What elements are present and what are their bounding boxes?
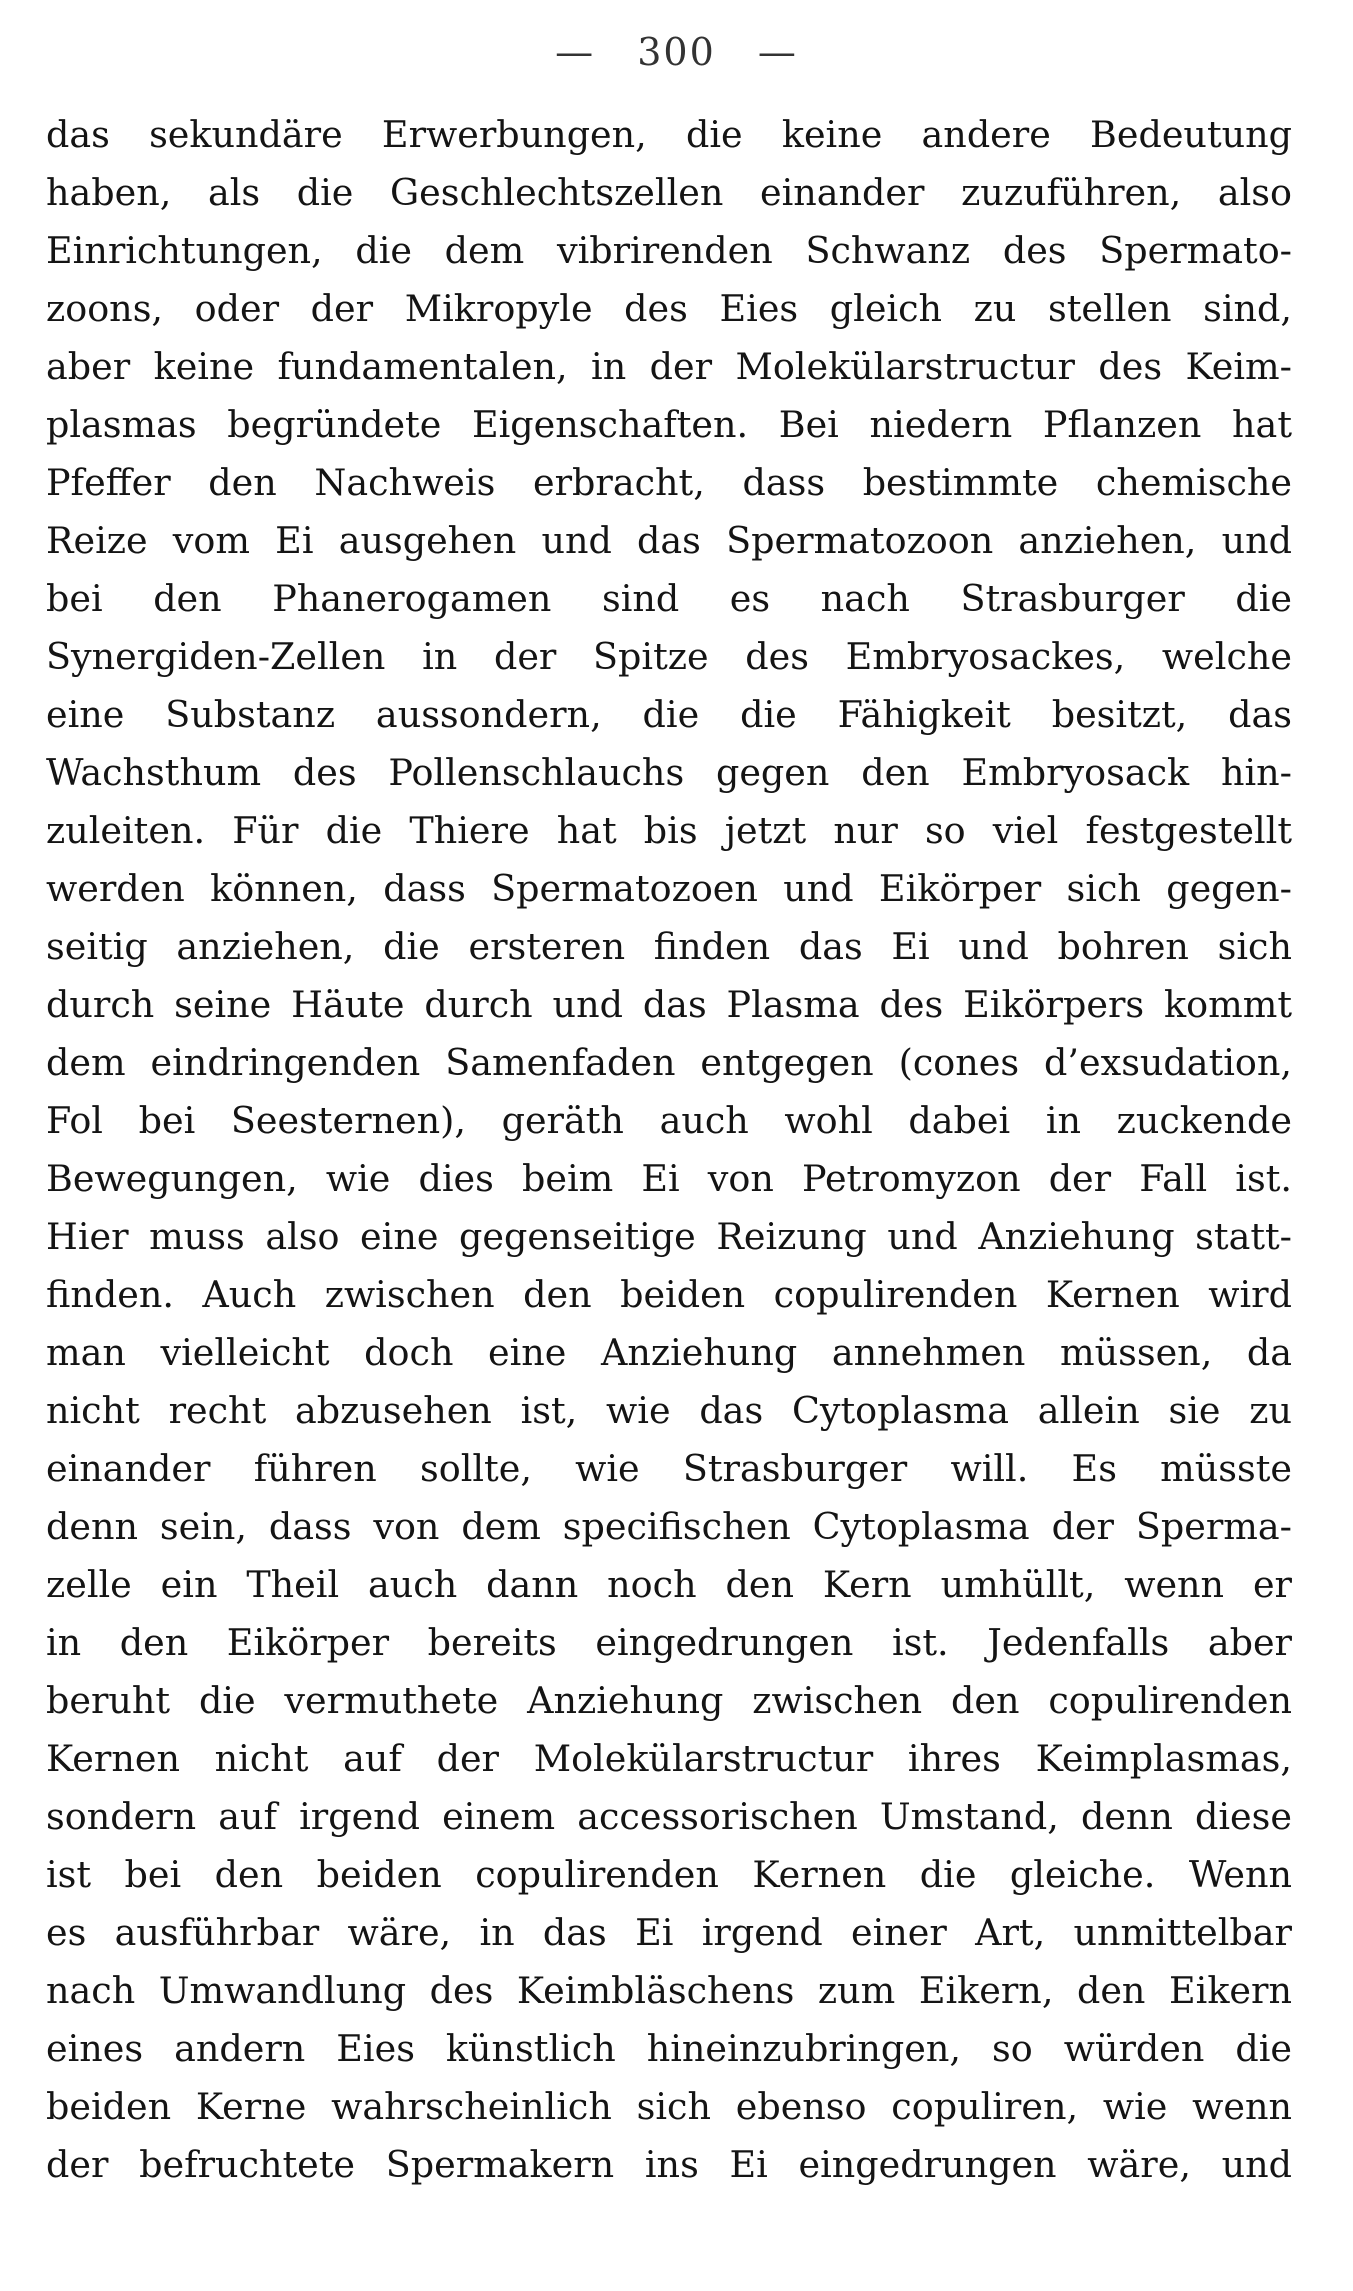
text-line: Synergiden-Zellen in der Spitze des Embryosackes, welche: [46, 635, 1292, 678]
text-line: ist bei den beiden copulirenden Kernen die gleiche. Wenn: [46, 1853, 1292, 1896]
text-line: zelle ein Theil auch dann noch den Kern umhüllt, wenn er: [46, 1563, 1292, 1606]
text-line: denn sein, dass von dem specifischen Cytoplasma der Sperma-: [46, 1505, 1292, 1548]
page-number-header: [0, 30, 1353, 74]
text-line: einander führen sollte, wie Strasburger will. Es müsste: [46, 1447, 1292, 1490]
text-line: Pfeffer den Nachweis erbracht, dass bestimmte chemische: [46, 461, 1292, 504]
body-text: [46, 106, 1292, 2194]
text-line: plasmas begründete Eigenschaften. Bei niedern Pflanzen hat: [46, 403, 1292, 446]
text-line: beruht die vermuthete Anziehung zwischen den copulirenden: [46, 1679, 1292, 1722]
text-line: Hier muss also eine gegenseitige Reizung und Anziehung statt-: [46, 1215, 1292, 1258]
text-line: eine Substanz aussondern, die die Fähigkeit besitzt, das: [46, 693, 1292, 736]
text-line: dem eindringenden Samenfaden entgegen (cones d’exsudation,: [46, 1041, 1292, 1084]
text-line: zuleiten. Für die Thiere hat bis jetzt nur so viel festgestellt: [46, 809, 1292, 852]
text-line: Fol bei Seesternen), geräth auch wohl dabei in zuckende: [46, 1099, 1292, 1142]
text-line: durch seine Häute durch und das Plasma des Eikörpers kommt: [46, 983, 1292, 1026]
text-line: nach Umwandlung des Keimbläschens zum Eikern, den Eikern: [46, 1969, 1292, 2012]
text-line: eines andern Eies künstlich hineinzubringen, so würden die: [46, 2027, 1292, 2070]
text-line: man vielleicht doch eine Anziehung annehmen müssen, da: [46, 1331, 1292, 1374]
text-line: Wachsthum des Pollenschlauchs gegen den Embryosack hin-: [46, 751, 1292, 794]
text-line: aber keine fundamentalen, in der Molekülarstructur des Keim-: [46, 345, 1292, 388]
text-line: der befruchtete Spermakern ins Ei eingedrungen wäre, und: [46, 2143, 1292, 2186]
text-line: beiden Kerne wahrscheinlich sich ebenso copuliren, wie wenn: [46, 2085, 1292, 2128]
text-line: haben, als die Geschlechtszellen einander zuzuführen, also: [46, 171, 1292, 214]
text-line: es ausführbar wäre, in das Ei irgend einer Art, unmittelbar: [46, 1911, 1292, 1954]
header-dash-right: —: [757, 30, 798, 74]
text-line: Kernen nicht auf der Molekülarstructur ihres Keimplasmas,: [46, 1737, 1292, 1780]
text-line: Bewegungen, wie dies beim Ei von Petromyzon der Fall ist.: [46, 1157, 1292, 1200]
text-line: zoons, oder der Mikropyle des Eies gleich zu stellen sind,: [46, 287, 1292, 330]
text-line: sondern auf irgend einem accessorischen Umstand, denn diese: [46, 1795, 1292, 1838]
text-line: Reize vom Ei ausgehen und das Spermatozoon anziehen, und: [46, 519, 1292, 562]
text-line: bei den Phanerogamen sind es nach Strasburger die: [46, 577, 1292, 620]
page-number: 300: [637, 30, 716, 74]
text-line: Einrichtungen, die dem vibrirenden Schwanz des Spermato-: [46, 229, 1292, 272]
text-line: in den Eikörper bereits eingedrungen ist. Jedenfalls aber: [46, 1621, 1292, 1664]
text-line: finden. Auch zwischen den beiden copulirenden Kernen wird: [46, 1273, 1292, 1316]
header-dash-left: —: [555, 30, 596, 74]
text-line: das sekundäre Erwerbungen, die keine andere Bedeutung: [46, 113, 1292, 156]
text-line: werden können, dass Spermatozoen und Eikörper sich gegen-: [46, 867, 1292, 910]
text-line: nicht recht abzusehen ist, wie das Cytoplasma allein sie zu: [46, 1389, 1292, 1432]
text-line: seitig anziehen, die ersteren finden das Ei und bohren sich: [46, 925, 1292, 968]
